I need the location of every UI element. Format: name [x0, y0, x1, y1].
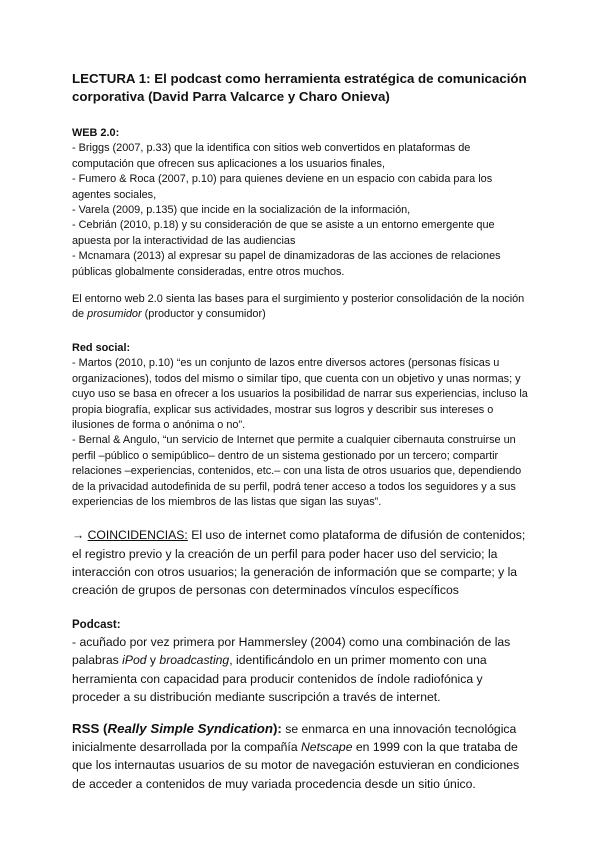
podcast-section: [72, 617, 532, 706]
rss-heading-start: RSS (: [72, 720, 108, 736]
rss-heading-end: ):: [273, 720, 282, 736]
rss-paragraph: [72, 720, 532, 793]
rss-heading: [72, 721, 282, 736]
rss-heading-italic: Really Simple Syndication: [107, 720, 273, 736]
coincidencias-text: El uso de internet como plataforma de difusión de contenidos; el registro previo y la creación de un perfil para poder hacer uso del servicio; la interacción con otros usuarios; la generación de información que se comparte; y la creación de grupos de personas con determinados vínculos específicos: [72, 528, 526, 597]
red-social-item-martos: - Martos (2010, p.10) “es un conjunto de lazos entre diversos actores (personas físicas u organizaciones), todos del mismo o similar tipo, que cuenta con un objetivo y unas normas; y cuyo uso se basa en ofrecer a los usuarios la posibilidad de narrar sus experiencias, incluso la propia biografía, explicar sus actividades, mostrar sus logros y describir sus intereses o ilusiones de forma o anónima o no”.: [72, 357, 528, 431]
web20-item-varela: - Varela (2009, p.135) que incide en la socialización de la información,: [72, 204, 411, 217]
rss-netscape: Netscape: [300, 740, 353, 755]
podcast-text-1: - acuñado por vez primera por Hammersley (2004) como una combinación de las palabras: [72, 635, 511, 668]
rss-text-1: se enmarca en una innovación tecnológica inicialmente desarrollada por la compañía: [72, 721, 517, 755]
web20-section: [72, 126, 532, 280]
rss-text-2: en 1999 con la que trataba de que los internautas usuarios de su motor de navegación estuvieran en condiciones de acceder a contenidos de muy variada procedencia desde un sitio único.: [72, 740, 520, 791]
podcast-definition: [72, 633, 532, 706]
web20-item-cebrian: - Cebrián (2010, p.18) y su consideración de que se asiste a un entorno emergente que apuesta por la interactividad de las audiencias: [72, 219, 495, 247]
entorno-prosumidor: prosumidor: [87, 308, 142, 321]
web20-item-mcnamara: - Mcnamara (2013) al expresar su papel de dinamizadoras de las acciones de relaciones públicas globalmente consideradas, entre otros muchos.: [72, 250, 501, 278]
entorno-text-after: (productor y consumidor): [141, 308, 266, 321]
arrow-icon: →: [72, 528, 88, 543]
podcast-broadcasting: broadcasting: [159, 653, 230, 668]
coincidencias-label: COINCIDENCIAS:: [87, 528, 188, 543]
document-page: [72, 70, 532, 793]
podcast-heading: Podcast:: [72, 619, 121, 632]
red-social-heading: Red social:: [72, 341, 131, 354]
entorno-paragraph: [72, 292, 532, 323]
web20-heading: WEB 2.0:: [72, 127, 120, 139]
web20-item-fumero: - Fumero & Roca (2007, p.10) para quienes deviene en un espacio con cabida para los agentes sociales,: [72, 173, 493, 201]
entorno-text-before: El entorno web 2.0 sienta las bases para el surgimiento y posterior consolidación de la noción de: [72, 293, 525, 321]
coincidencias-paragraph: [72, 526, 532, 599]
web20-item-briggs: - Briggs (2007, p.33) que la identifica con sitios web convertidos en plataformas de computación que ofrecen sus aplicaciones a los usuarios finales,: [72, 142, 471, 170]
document-title: LECTURA 1: El podcast como herramienta estratégica de comunicación corporativa (David Parra Valcarce y Charo Onieva): [72, 71, 527, 104]
red-social-section: [72, 341, 532, 510]
podcast-ipod: iPod: [122, 653, 147, 668]
podcast-text-2: y: [146, 653, 160, 668]
podcast-text-3: , identificándolo en un primer momento con una herramienta con capacidad para producir contenidos de índole radiofónica y proceder a su distribución mediante suscripción a través de internet.: [72, 653, 487, 704]
red-social-item-bernal: - Bernal & Angulo, “un servicio de Internet que permite a cualquier cibernauta construirse un perfil –público o semipúblico– dentro de un sistema gestionado por un tercero; compartir relaciones –experiencias, contenidos, etc.– con una lista de otros usuarios que, dependiendo de la privacidad autodefinida de su perfil, podrá tener acceso a todos los seguidores y a sus experiencias de los miembros de las listas que sigan las suyas”.: [72, 434, 522, 508]
